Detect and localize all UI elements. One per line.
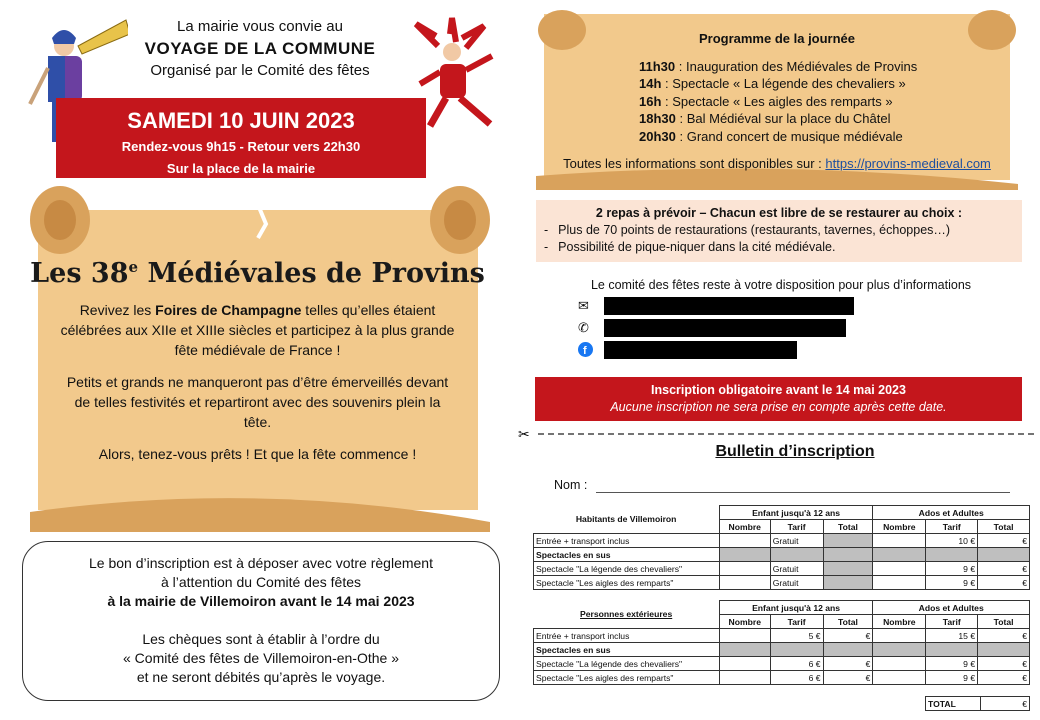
description: [60, 300, 455, 476]
col-header: Nombre: [873, 520, 926, 534]
depot-l4: Les chèques sont à établir à l’ordre du: [142, 631, 380, 647]
phone-icon: ✆: [578, 320, 589, 335]
table-row: [534, 548, 1030, 562]
programme-text: : Spectacle « Les aigles des remparts »: [661, 93, 893, 109]
total-table: [925, 696, 1030, 711]
total-cell: €: [978, 657, 1030, 671]
nombre-cell[interactable]: [719, 671, 770, 685]
depot-l5: « Comité des fêtes de Villemoiron-en-Othe »: [123, 650, 399, 666]
programme-time: 14h: [639, 76, 662, 91]
redacted-facebook: [604, 341, 797, 359]
programme-time: 16h: [639, 93, 662, 109]
table-exterieurs: [533, 600, 1030, 685]
col-header: Total: [978, 520, 1030, 534]
table-row: [534, 562, 1030, 576]
programme-item: [639, 93, 1018, 111]
row-label: Spectacle "La légende des chevaliers": [534, 657, 720, 671]
repas-list: [536, 222, 1022, 256]
meeting-place: Sur la place de la mairie: [166, 161, 316, 176]
nombre-cell[interactable]: [719, 534, 770, 548]
row-label: Spectacle "Les aigles des remparts": [534, 576, 720, 590]
col-header: Total: [978, 615, 1030, 629]
programme-text: : Grand concert de musique médiévale: [675, 128, 903, 144]
intro-line2: VOYAGE DE LA COMMUNE: [144, 39, 376, 58]
total-cell: €: [823, 671, 873, 685]
tarif-cell: 6 €: [770, 671, 823, 685]
total-cell: [823, 562, 873, 576]
nombre-cell[interactable]: [873, 534, 926, 548]
desc-p1: [60, 300, 455, 360]
table-title: Habitants de Villemoiron: [575, 514, 677, 525]
col-header: Nombre: [873, 615, 926, 629]
event-date: SAMEDI 10 JUIN 2023: [127, 108, 355, 133]
programme-info: [536, 155, 1018, 173]
table-row: [534, 671, 1030, 685]
grand-total-cell[interactable]: €: [981, 697, 1030, 711]
contact-phone-row: [578, 319, 858, 337]
mail-icon: ✉: [578, 298, 589, 313]
col-header: Tarif: [770, 615, 823, 629]
tarif-cell: 9 €: [926, 576, 978, 590]
tarif-cell: 5 €: [770, 629, 823, 643]
programme-time: 20h30: [639, 128, 676, 144]
contact-facebook-row: [578, 341, 858, 359]
depot-l1: Le bon d’inscription est à déposer avec votre règlement: [89, 555, 433, 571]
tarif-cell: Gratuit: [770, 534, 823, 548]
provins-link[interactable]: https://provins-medieval.com: [825, 156, 991, 171]
table-row: [534, 643, 1030, 657]
col-header: Tarif: [926, 615, 978, 629]
tarif-cell: 15 €: [926, 629, 978, 643]
nombre-cell[interactable]: [873, 629, 926, 643]
title-pre: Les 38: [30, 258, 129, 289]
programme-text: : Bal Médiéval sur la place du Châtel: [675, 111, 891, 126]
provins-scroll: [20, 180, 495, 532]
inscription-band: [535, 377, 1022, 421]
row-label: Spectacle "Les aigles des remparts": [534, 671, 720, 685]
desc-p3: Alors, tenez-vous prêts ! Et que la fête commence !: [98, 446, 417, 462]
total-cell: €: [823, 657, 873, 671]
programme-item: [639, 110, 1018, 128]
tarif-cell: Gratuit: [770, 576, 823, 590]
row-label: Entrée + transport inclus: [534, 629, 720, 643]
rdv-times: Rendez-vous 9h15 - Retour vers 22h30: [121, 139, 361, 154]
bulletin-title: Bulletin d’inscription: [715, 443, 875, 460]
group-header: Ados et Adultes: [873, 601, 1030, 615]
tarif-cell: 10 €: [926, 534, 978, 548]
tarif-cell: 9 €: [926, 562, 978, 576]
programme-text: : Inauguration des Médiévales de Provins: [675, 58, 918, 74]
col-header: Tarif: [770, 520, 823, 534]
table-row: [534, 657, 1030, 671]
total-cell: [823, 534, 873, 548]
title-sup: e: [128, 258, 139, 276]
total-cell: €: [978, 562, 1030, 576]
svg-text:f: f: [583, 345, 587, 357]
desc-p1-bold: Foires de Champagne: [155, 302, 302, 318]
tarif-cell: Gratuit: [770, 562, 823, 576]
total-cell: €: [978, 629, 1030, 643]
col-header: Total: [823, 520, 873, 534]
programme-title: Programme de la journée: [698, 31, 856, 46]
redacted-email: [604, 297, 854, 315]
comite-info: Le comité des fêtes reste à votre disposition pour plus d’informations: [590, 278, 972, 292]
row-label: Spectacles en sus: [534, 643, 720, 657]
table-row: [534, 629, 1030, 643]
programme-time: 11h30: [639, 58, 676, 74]
date-band: [56, 98, 426, 178]
nombre-cell[interactable]: [873, 576, 926, 590]
desc-p2: Petits et grands ne manqueront pas d’être émerveillés devant de telles festivités et repartiront avec des souvenirs plein la tête.: [66, 374, 449, 430]
inscription-note: Aucune inscription ne sera prise en compte après cette date.: [610, 400, 947, 414]
depot-l2: à l’attention du Comité des fêtes: [160, 574, 361, 590]
programme-content: [536, 30, 1018, 173]
programme-item: [639, 128, 1018, 146]
programme-text: : Spectacle « La légende des chevaliers »: [661, 76, 906, 91]
col-header: Nombre: [719, 520, 770, 534]
redacted-phone: [604, 319, 846, 337]
tarif-cell: 9 €: [926, 671, 978, 685]
cut-line: [518, 428, 1038, 440]
depot-l6: et ne seront débités qu’après le voyage.: [136, 669, 386, 685]
row-label: Entrée + transport inclus: [534, 534, 720, 548]
row-label: Spectacle "La légende des chevaliers": [534, 562, 720, 576]
programme-scroll: [536, 8, 1018, 190]
nombre-cell[interactable]: [873, 657, 926, 671]
nombre-cell[interactable]: [719, 657, 770, 671]
tarif-cell: 9 €: [926, 657, 978, 671]
total-label: TOTAL: [926, 697, 981, 711]
group-header: Enfant jusqu'à 12 ans: [719, 601, 873, 615]
table-row: [534, 534, 1030, 548]
repas-item: - Plus de 70 points de restaurations (restaurants, tavernes, échoppes…): [560, 222, 1022, 239]
programme-item: [639, 58, 1018, 76]
repas-item: - Possibilité de pique-niquer dans la cité médiévale.: [560, 239, 1022, 256]
total-cell: €: [978, 576, 1030, 590]
col-header: Total: [823, 615, 873, 629]
nom-label: Nom :: [554, 478, 588, 492]
nom-field[interactable]: [596, 492, 1010, 493]
depot-l3: à la mairie de Villemoiron avant le 14 mai 2023: [107, 593, 415, 609]
row-label: Spectacles en sus: [534, 548, 720, 562]
inscription-deadline: Inscription obligatoire avant le 14 mai 2023: [651, 383, 906, 397]
col-header: Nombre: [719, 615, 770, 629]
programme-list: [639, 58, 1018, 146]
group-header: Enfant jusqu'à 12 ans: [719, 506, 873, 520]
total-cell: €: [823, 629, 873, 643]
intro-line1: La mairie vous convie au: [177, 18, 343, 35]
programme-time: 18h30: [639, 111, 676, 126]
table-row: [534, 576, 1030, 590]
programme-info-text: Toutes les informations sont disponibles sur :: [563, 156, 826, 171]
intro-block: [110, 16, 410, 82]
repas-box: [536, 200, 1022, 262]
repas-title: 2 repas à prévoir – Chacun est libre de se restaurer au choix :: [595, 206, 963, 220]
title-post: Médiévales de Provins: [138, 258, 485, 289]
facebook-icon: [578, 342, 594, 358]
total-cell: €: [978, 534, 1030, 548]
nombre-cell[interactable]: [719, 562, 770, 576]
nombre-cell[interactable]: [873, 562, 926, 576]
nombre-cell[interactable]: [719, 576, 770, 590]
scissors-icon: ✂: [518, 428, 530, 440]
medievales-title: [20, 258, 495, 289]
intro-line3: Organisé par le Comité des fêtes: [150, 62, 370, 79]
nombre-cell[interactable]: [873, 671, 926, 685]
programme-item: [639, 75, 1018, 93]
tarif-cell: 6 €: [770, 657, 823, 671]
nombre-cell[interactable]: [719, 629, 770, 643]
total-cell: €: [978, 671, 1030, 685]
group-header: Ados et Adultes: [873, 506, 1030, 520]
table-habitants: [533, 505, 1030, 590]
table-title: Personnes extérieures: [580, 609, 673, 620]
desc-p1-post: telles qu’elles étaient célébrées aux XIIe et XIIIe siècles et participez à la plus grande fête médiévale de France !: [60, 302, 455, 358]
desc-p1-pre: Revivez les: [79, 302, 156, 318]
col-header: Tarif: [926, 520, 978, 534]
total-cell: [823, 576, 873, 590]
depot-box: [22, 541, 500, 701]
contact-email-row: [578, 297, 858, 315]
